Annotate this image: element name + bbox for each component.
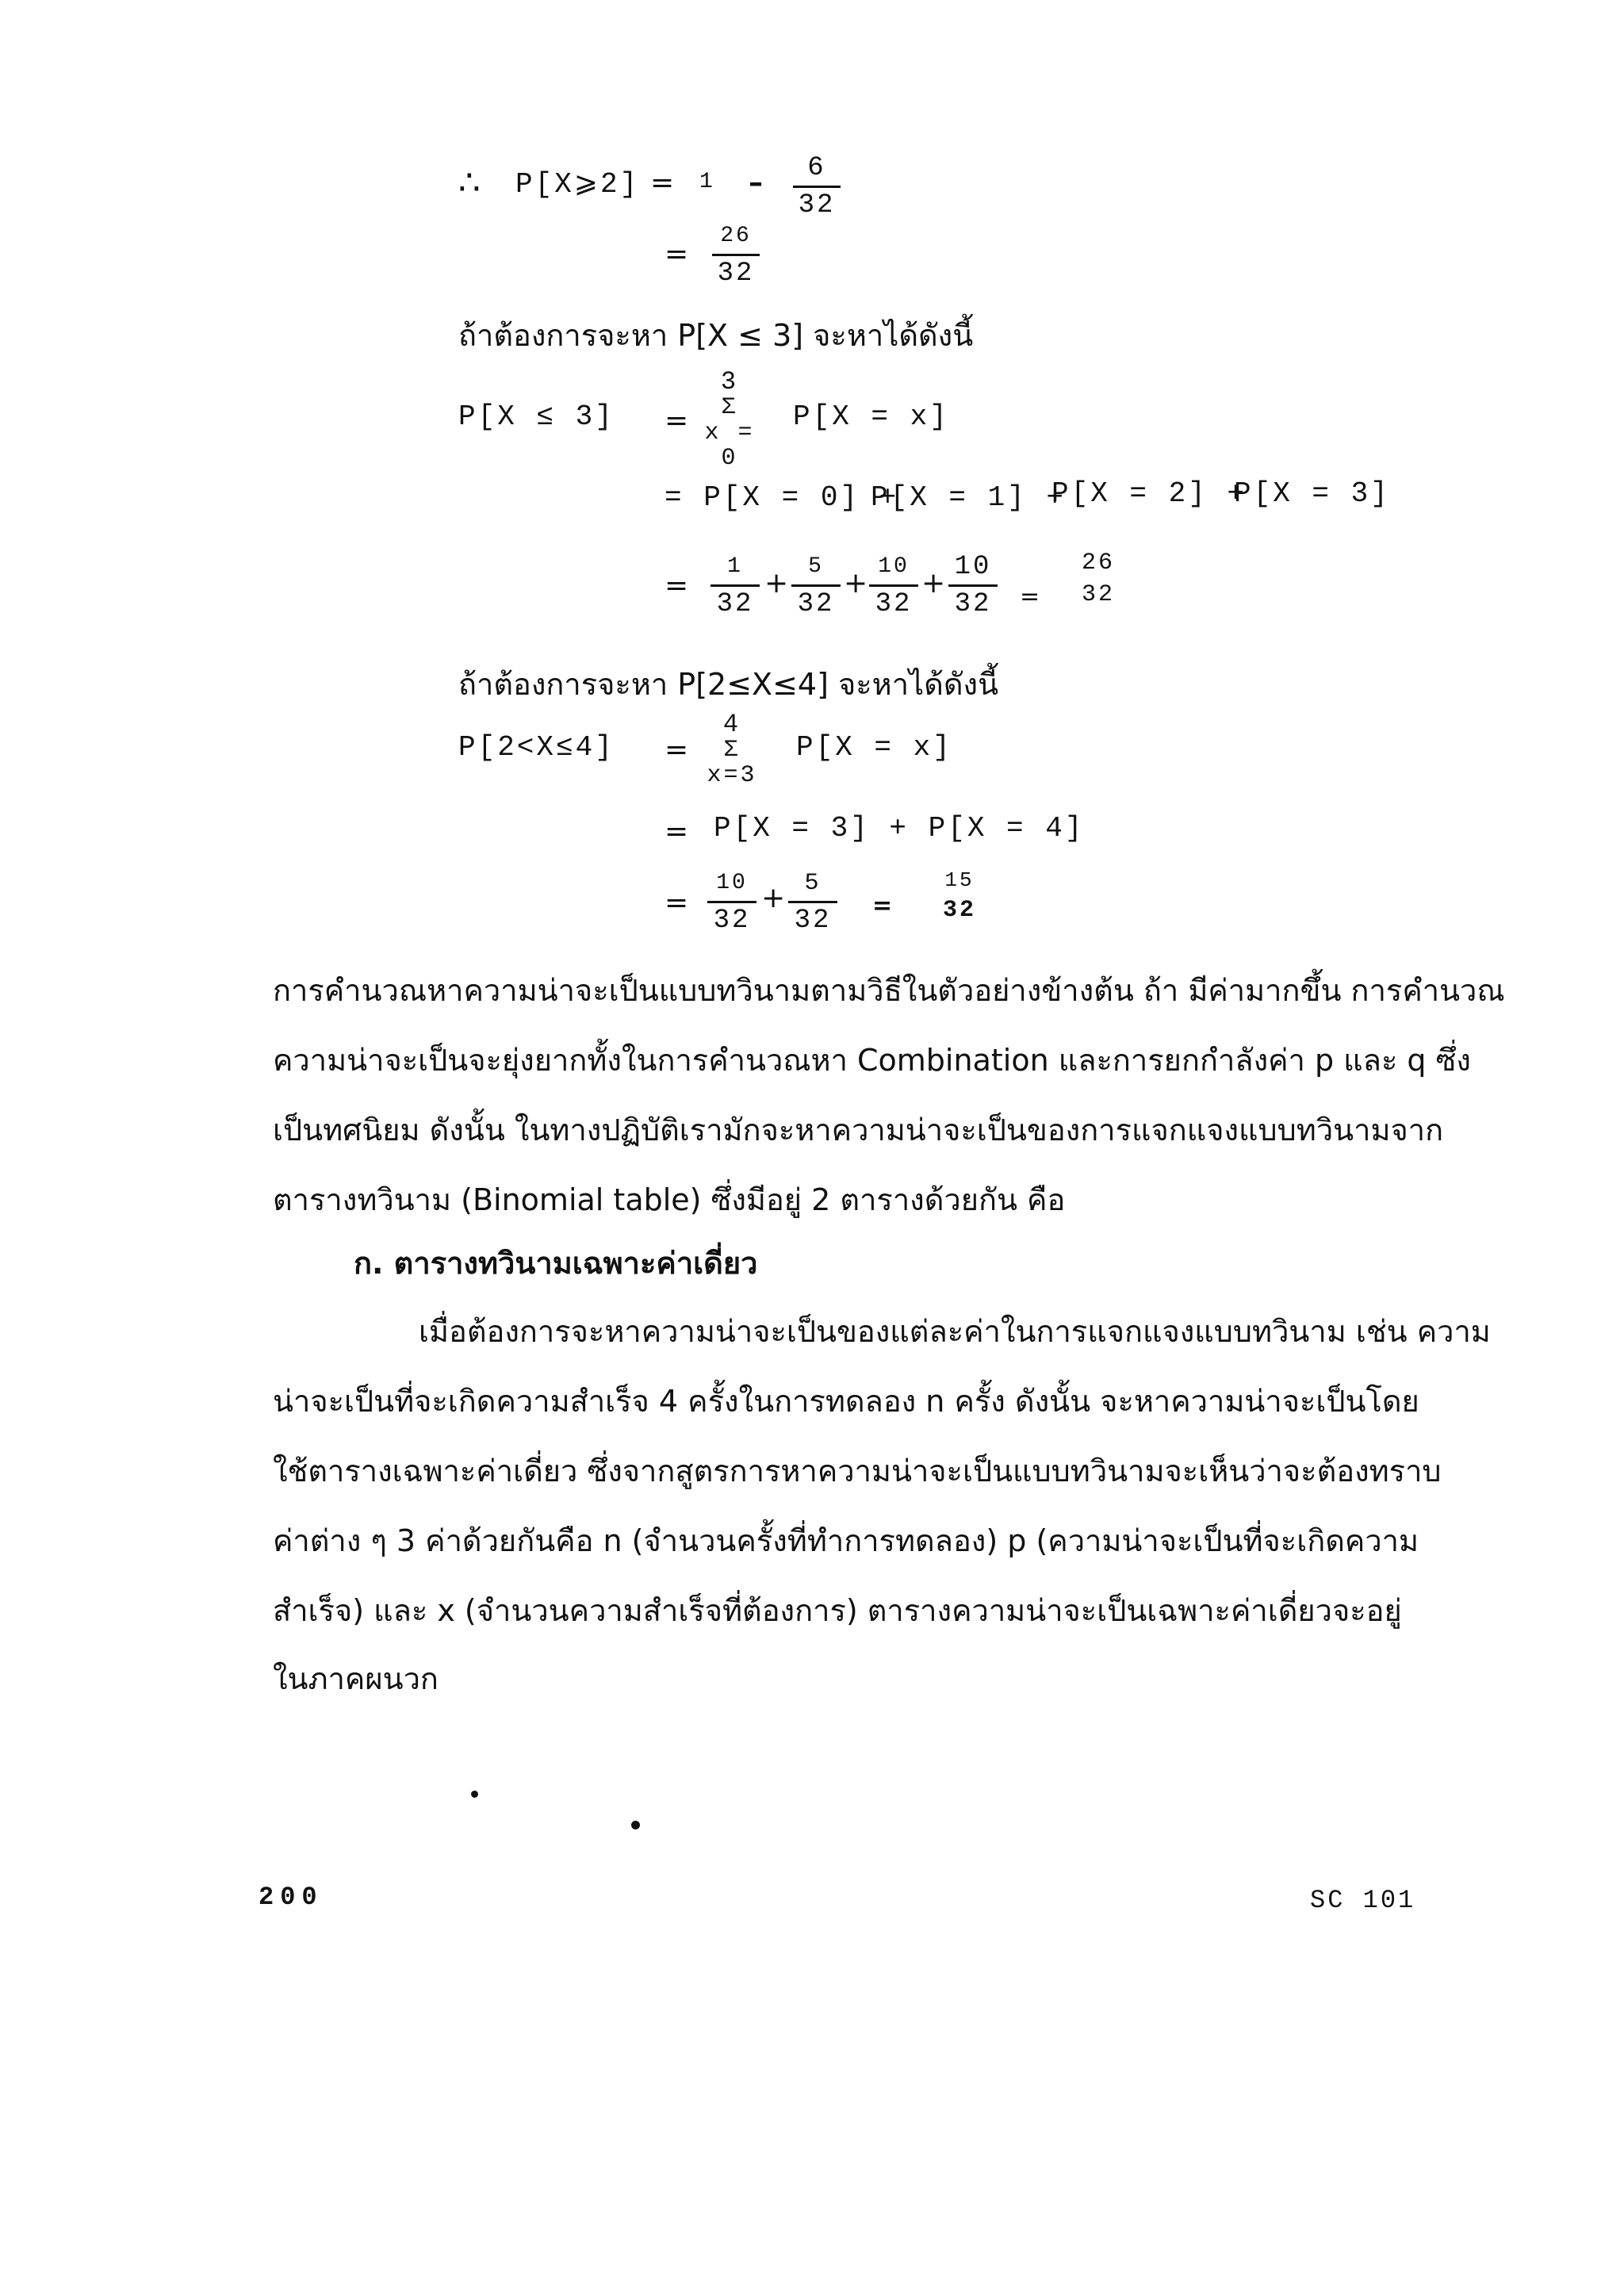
- summation-0-to-3: 3 Σ x = 0: [704, 367, 755, 472]
- result-15-over-32: 15 32: [942, 868, 976, 924]
- lhs-p-x-geq-2: P[X⩾2]: [515, 168, 640, 201]
- paragraph-line: ในภาคผนวก: [273, 1661, 439, 1696]
- paragraph-line: น่าจะเป็นที่จะเกิดความสำเร็จ 4 ครั้งในการทดลอง n ครั้ง ดังนั้น จะหาความน่าจะเป็นโดย: [273, 1384, 1419, 1419]
- fraction-10-over-32: 10 32: [707, 868, 756, 937]
- paragraph-line: เมื่อต้องการจะหาความน่าจะเป็นของแต่ละค่าในการแจกแจงแบบทวินาม เช่น ความ: [419, 1314, 1491, 1349]
- stray-dot-mark: [471, 1791, 478, 1798]
- paragraph-line: สำเร็จ) และ x (จำนวนความสำเร็จที่ต้องการ) ตารางความน่าจะเป็นเฉพาะค่าเดี่ยวจะอยู่: [273, 1593, 1402, 1628]
- equals-sign: =: [665, 569, 689, 602]
- value-one: 1: [699, 170, 715, 194]
- lhs-p-2-lt-x-leq-4: P[2<X≤4]: [458, 731, 615, 764]
- course-code: SC 101: [1310, 1886, 1416, 1915]
- paragraph-line: การคำนวณหาความน่าจะเป็นแบบทวินามตามวิธีในตัวอย่างข้างต้น ถ้า มีค่ามากขึ้น การคำนวณ: [273, 973, 1505, 1008]
- therefore-symbol: ∴: [458, 163, 481, 203]
- equals-sign: =: [665, 887, 689, 919]
- sum-term: P[X = x]: [793, 400, 949, 433]
- expansion-term-2: P[X = 1] +: [871, 481, 1067, 514]
- summation-3-to-4: 4 Σ x=3: [707, 710, 757, 789]
- equals-sign: =: [665, 815, 689, 848]
- section-heading-single-value-table: ก. ตารางทวินามเฉพาะค่าเดี่ยว: [354, 1246, 758, 1281]
- plus-sign: +: [761, 882, 786, 914]
- expansion: P[X = 3] + P[X = 4]: [714, 812, 1085, 845]
- equals-sign: =: [650, 167, 675, 199]
- fraction-5-over-32: 5 32: [788, 868, 837, 937]
- equals-sign: =: [665, 404, 689, 437]
- paragraph-line: ค่าต่าง ๆ 3 ค่าด้วยกันคือ n (จำนวนครั้งที่ทำการทดลอง) p (ความน่าจะเป็นที่จะเกิดความ: [273, 1523, 1419, 1558]
- equals-sign: =: [665, 734, 689, 766]
- plus-sign: +: [921, 567, 946, 600]
- fraction-5-over-32: 5 32: [791, 551, 841, 620]
- paragraph-line: ตารางทวินาม (Binomial table) ซึ่งมีอยู่ 2 ตารางด้วยกัน คือ: [273, 1182, 1066, 1217]
- equals-sign: =: [1020, 583, 1040, 611]
- heading-p-x-leq-3: ถ้าต้องการจะหา P[X ≤ 3] จะหาได้ดังนี้: [458, 318, 974, 353]
- result-26-over-32: 26 32: [1081, 550, 1115, 608]
- heading-p-2-leq-x-leq-4: ถ้าต้องการจะหา P[2≤X≤4] จะหาได้ดังนี้: [458, 667, 999, 702]
- equals-sign: =: [872, 892, 893, 920]
- expansion-term-1: = P[X = 0] +: [665, 481, 899, 514]
- plus-sign: +: [764, 567, 789, 600]
- paragraph-line: ใช้ตารางเฉพาะค่าเดี่ยว ซึ่งจากสูตรการหาความน่าจะเป็นแบบทวินามจะเห็นว่าจะต้องทราบ: [273, 1454, 1442, 1488]
- fraction-1-over-32: 1 32: [710, 551, 760, 620]
- fraction-6-over-32: 6 32: [793, 152, 841, 221]
- paragraph-line: เป็นทศนิยม ดังนั้น ในทางปฏิบัติเรามักจะหาความน่าจะเป็นของการแจกแจงแบบทวินามจาก: [273, 1113, 1444, 1147]
- fraction-10-over-32: 10 32: [869, 551, 918, 620]
- equals-sign: =: [665, 238, 689, 270]
- paragraph-line: ความน่าจะเป็นจะยุ่งยากทั้งในการคำนวณหา Combination และการยกกำลังค่า p และ q ซึ่ง: [273, 1043, 1471, 1078]
- fraction-26-over-32: 26 32: [712, 220, 760, 289]
- expansion-term-3: P[X = 2] +: [1051, 477, 1247, 510]
- page-number: 200: [259, 1883, 324, 1912]
- expansion-term-4: P[X = 3]: [1234, 477, 1390, 510]
- sum-term: P[X = x]: [796, 731, 952, 764]
- fraction-10-over-32: 10 32: [948, 551, 998, 620]
- minus-sign: –: [749, 167, 763, 199]
- lhs-p-x-leq-3: P[X ≤ 3]: [458, 400, 615, 433]
- plus-sign: +: [844, 567, 868, 600]
- stray-dot-mark: [631, 1821, 640, 1829]
